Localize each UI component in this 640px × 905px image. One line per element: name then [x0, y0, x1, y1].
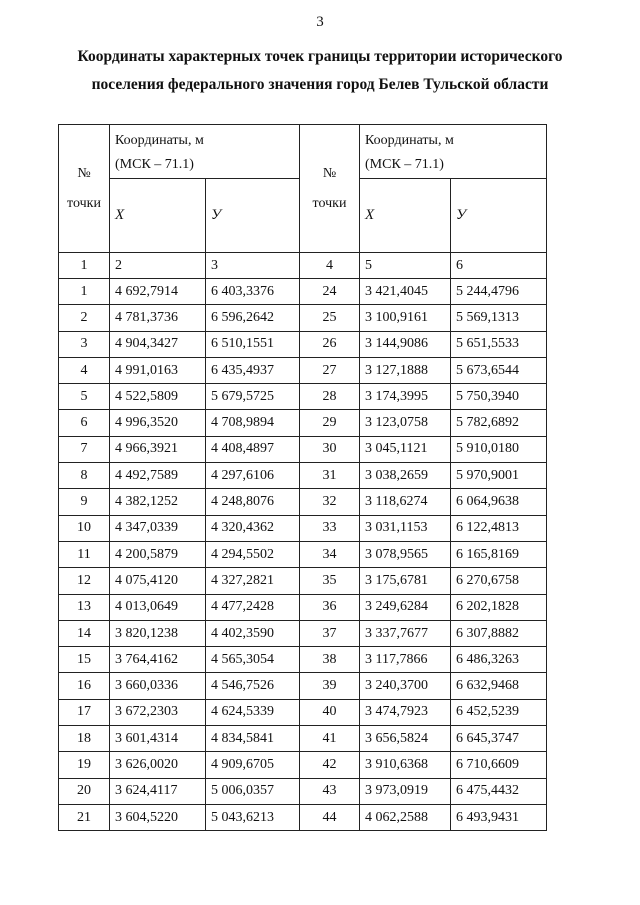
point-number: 31	[300, 463, 360, 489]
table-row	[59, 463, 547, 489]
point-number: 6	[59, 410, 110, 436]
point-number: 40	[300, 699, 360, 725]
table-row	[59, 410, 547, 436]
point-number: 34	[300, 541, 360, 567]
y-coordinate: 5 651,5533	[451, 331, 547, 357]
y-coordinate: 4 320,4362	[206, 515, 300, 541]
y-coordinate: 6 596,2642	[206, 305, 300, 331]
column-index: 1	[59, 253, 110, 279]
x-coordinate: 4 075,4120	[110, 568, 206, 594]
y-coordinate: 6 122,4813	[451, 515, 547, 541]
point-number: 4	[59, 357, 110, 383]
table-row	[59, 804, 547, 830]
header-point-number-2	[300, 125, 360, 253]
point-number: 25	[300, 305, 360, 331]
x-coordinate: 4 991,0163	[110, 357, 206, 383]
table-row	[59, 279, 547, 305]
point-number: 32	[300, 489, 360, 515]
x-coordinate: 3 820,1238	[110, 620, 206, 646]
x-coordinate: 3 127,1888	[360, 357, 451, 383]
x-coordinate: 4 522,5809	[110, 384, 206, 410]
y-coordinate: 6 486,3263	[451, 647, 547, 673]
point-number: 37	[300, 620, 360, 646]
column-index: 3	[206, 253, 300, 279]
point-number: 1	[59, 279, 110, 305]
x-coordinate: 3 175,6781	[360, 568, 451, 594]
column-index: 5	[360, 253, 451, 279]
x-coordinate: 4 492,7589	[110, 463, 206, 489]
document-title	[60, 43, 580, 99]
table-row	[59, 515, 547, 541]
x-coordinate: 3 249,6284	[360, 594, 451, 620]
point-number: 29	[300, 410, 360, 436]
point-number: 5	[59, 384, 110, 410]
y-coordinate: 5 673,6544	[451, 357, 547, 383]
point-number: 30	[300, 436, 360, 462]
x-coordinate: 3 672,2303	[110, 699, 206, 725]
point-number: 14	[59, 620, 110, 646]
column-index: 4	[300, 253, 360, 279]
x-coordinate: 3 045,1121	[360, 436, 451, 462]
column-index: 2	[110, 253, 206, 279]
table-body	[59, 279, 547, 831]
y-coordinate: 4 408,4897	[206, 436, 300, 462]
title-line-1: Координаты характерных точек границы территории исторического	[77, 48, 563, 65]
point-number: 15	[59, 647, 110, 673]
y-coordinate: 6 452,5239	[451, 699, 547, 725]
title-line-2: поселения федерального значения город Белев Тульской области	[91, 76, 549, 93]
table-row	[59, 647, 547, 673]
point-number: 8	[59, 463, 110, 489]
y-coordinate: 6 165,8169	[451, 541, 547, 567]
column-index-row	[59, 253, 547, 279]
point-number: 17	[59, 699, 110, 725]
point-number: 33	[300, 515, 360, 541]
point-number: 27	[300, 357, 360, 383]
table-row	[59, 726, 547, 752]
y-coordinate: 6 632,9468	[451, 673, 547, 699]
x-coordinate: 3 337,7677	[360, 620, 451, 646]
coordinates-table	[58, 124, 547, 831]
x-coordinate: 3 174,3995	[360, 384, 451, 410]
y-coordinate: 4 624,5339	[206, 699, 300, 725]
y-coordinate: 4 909,6705	[206, 752, 300, 778]
y-coordinate: 5 679,5725	[206, 384, 300, 410]
y-coordinate: 6 064,9638	[451, 489, 547, 515]
point-number: 18	[59, 726, 110, 752]
header-coord-system-2: (МСК – 71.1)	[365, 157, 444, 172]
y-coordinate: 4 546,7526	[206, 673, 300, 699]
x-coordinate: 3 601,4314	[110, 726, 206, 752]
y-coordinate: 5 750,3940	[451, 384, 547, 410]
y-coordinate: 6 202,1828	[451, 594, 547, 620]
point-number: 3	[59, 331, 110, 357]
y-coordinate: 5 910,0180	[451, 436, 547, 462]
x-coordinate: 3 123,0758	[360, 410, 451, 436]
point-number: 10	[59, 515, 110, 541]
table-row	[59, 620, 547, 646]
x-coordinate: 3 660,0336	[110, 673, 206, 699]
y-coordinate: 6 403,3376	[206, 279, 300, 305]
y-coordinate: 5 569,1313	[451, 305, 547, 331]
header-num-sign: №	[77, 166, 91, 181]
header-point-number	[59, 125, 110, 253]
y-coordinate: 4 708,9894	[206, 410, 300, 436]
header-coordinates-left	[110, 125, 300, 179]
point-number: 12	[59, 568, 110, 594]
table-row	[59, 752, 547, 778]
y-coordinate: 4 248,8076	[206, 489, 300, 515]
x-coordinate: 3 117,7866	[360, 647, 451, 673]
header-coord-label: Координаты, м	[115, 133, 204, 148]
y-coordinate: 6 710,6609	[451, 752, 547, 778]
x-coordinate: 3 078,9565	[360, 541, 451, 567]
header-num-word-2: точки	[312, 196, 347, 211]
point-number: 11	[59, 541, 110, 567]
header-num-word: точки	[67, 196, 101, 211]
table-row	[59, 331, 547, 357]
x-coordinate: 4 347,0339	[110, 515, 206, 541]
table-row	[59, 673, 547, 699]
point-number: 24	[300, 279, 360, 305]
point-number: 44	[300, 804, 360, 830]
page-number: 3	[316, 14, 324, 30]
y-coordinate: 4 402,3590	[206, 620, 300, 646]
x-coordinate: 3 656,5824	[360, 726, 451, 752]
x-coordinate: 4 692,7914	[110, 279, 206, 305]
x-coordinate: 4 062,2588	[360, 804, 451, 830]
x-coordinate: 4 996,3520	[110, 410, 206, 436]
point-number: 7	[59, 436, 110, 462]
header-x-right: X	[360, 179, 451, 253]
y-coordinate: 4 565,3054	[206, 647, 300, 673]
point-number: 9	[59, 489, 110, 515]
point-number: 16	[59, 673, 110, 699]
x-coordinate: 3 240,3700	[360, 673, 451, 699]
table-row	[59, 357, 547, 383]
header-y-left: У	[206, 179, 300, 253]
y-coordinate: 6 510,1551	[206, 331, 300, 357]
table-row	[59, 699, 547, 725]
header-coordinates-right	[360, 125, 547, 179]
table-row	[59, 568, 547, 594]
y-coordinate: 5 782,6892	[451, 410, 547, 436]
y-coordinate: 4 327,2821	[206, 568, 300, 594]
header-y-right: У	[451, 179, 547, 253]
y-coordinate: 4 477,2428	[206, 594, 300, 620]
y-coordinate: 6 307,8882	[451, 620, 547, 646]
point-number: 35	[300, 568, 360, 594]
y-coordinate: 5 970,9001	[451, 463, 547, 489]
x-coordinate: 3 031,1153	[360, 515, 451, 541]
y-coordinate: 6 435,4937	[206, 357, 300, 383]
y-coordinate: 6 270,6758	[451, 568, 547, 594]
x-coordinate: 3 474,7923	[360, 699, 451, 725]
y-coordinate: 4 834,5841	[206, 726, 300, 752]
x-coordinate: 3 973,0919	[360, 778, 451, 804]
point-number: 28	[300, 384, 360, 410]
column-index: 6	[451, 253, 547, 279]
x-coordinate: 4 382,1252	[110, 489, 206, 515]
table-row	[59, 489, 547, 515]
x-coordinate: 4 200,5879	[110, 541, 206, 567]
table-row	[59, 305, 547, 331]
y-coordinate: 4 297,6106	[206, 463, 300, 489]
x-coordinate: 4 013,0649	[110, 594, 206, 620]
point-number: 43	[300, 778, 360, 804]
x-coordinate: 3 604,5220	[110, 804, 206, 830]
x-coordinate: 3 118,6274	[360, 489, 451, 515]
x-coordinate: 4 966,3921	[110, 436, 206, 462]
table-row	[59, 594, 547, 620]
header-num-sign-2: №	[322, 166, 337, 181]
x-coordinate: 3 421,4045	[360, 279, 451, 305]
point-number: 36	[300, 594, 360, 620]
y-coordinate: 6 645,3747	[451, 726, 547, 752]
point-number: 19	[59, 752, 110, 778]
table-row	[59, 436, 547, 462]
y-coordinate: 5 043,6213	[206, 804, 300, 830]
x-coordinate: 3 038,2659	[360, 463, 451, 489]
x-coordinate: 3 144,9086	[360, 331, 451, 357]
table-row	[59, 778, 547, 804]
table-row	[59, 384, 547, 410]
point-number: 41	[300, 726, 360, 752]
header-coord-label-2: Координаты, м	[365, 133, 454, 148]
x-coordinate: 3 626,0020	[110, 752, 206, 778]
table-row	[59, 541, 547, 567]
point-number: 20	[59, 778, 110, 804]
y-coordinate: 6 475,4432	[451, 778, 547, 804]
table-header	[59, 125, 547, 279]
x-coordinate: 3 624,4117	[110, 778, 206, 804]
header-x-left: X	[110, 179, 206, 253]
point-number: 13	[59, 594, 110, 620]
y-coordinate: 4 294,5502	[206, 541, 300, 567]
point-number: 2	[59, 305, 110, 331]
x-coordinate: 3 764,4162	[110, 647, 206, 673]
point-number: 21	[59, 804, 110, 830]
point-number: 39	[300, 673, 360, 699]
point-number: 42	[300, 752, 360, 778]
x-coordinate: 4 904,3427	[110, 331, 206, 357]
point-number: 26	[300, 331, 360, 357]
y-coordinate: 6 493,9431	[451, 804, 547, 830]
header-coord-system: (МСК – 71.1)	[115, 157, 194, 172]
x-coordinate: 3 910,6368	[360, 752, 451, 778]
x-coordinate: 4 781,3736	[110, 305, 206, 331]
point-number: 38	[300, 647, 360, 673]
y-coordinate: 5 006,0357	[206, 778, 300, 804]
x-coordinate: 3 100,9161	[360, 305, 451, 331]
y-coordinate: 5 244,4796	[451, 279, 547, 305]
